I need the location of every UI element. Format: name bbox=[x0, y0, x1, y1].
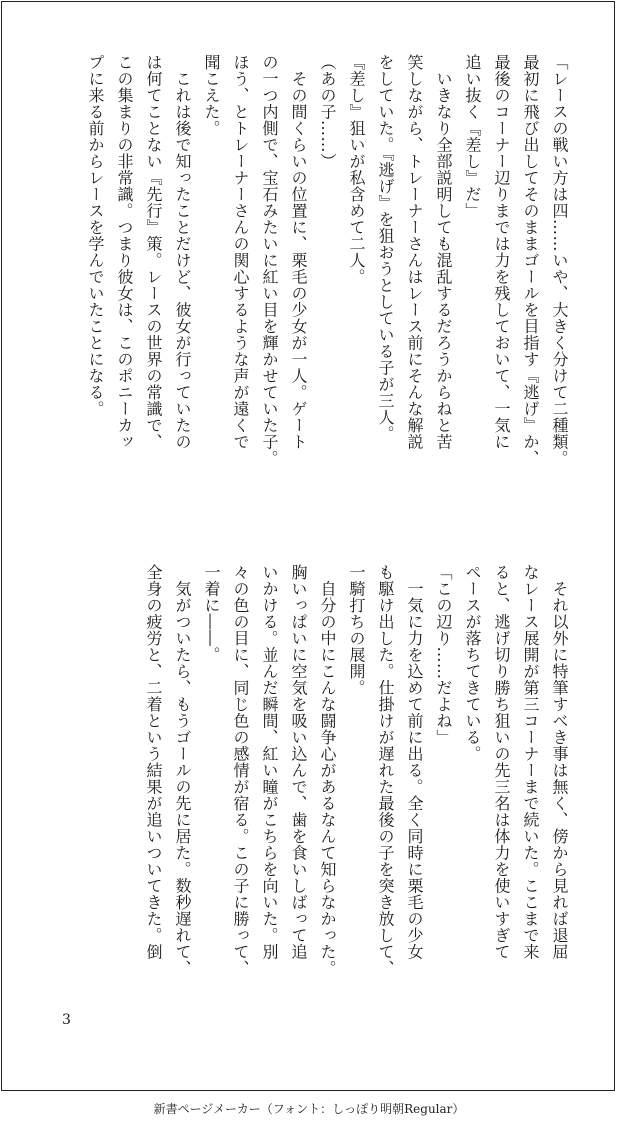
text-line: 胸いっぱいに空気を吸い込んで、歯を食いしばって追 bbox=[289, 564, 308, 960]
lower-text-column bbox=[54, 564, 574, 1024]
text-line: これは後で知ったことだけど、彼女が行っていたの bbox=[173, 54, 192, 450]
text-line: 々の色の目に、同じ色の感情が宿る。この子に勝って、 bbox=[231, 564, 250, 977]
text-line: その間くらいの位置に、栗毛の少女が一人。ゲート bbox=[289, 54, 308, 450]
text-line: 「この辺り……だよね」 bbox=[434, 564, 453, 746]
text-line: 「レースの戦い方は四……いや、大きく分けて二種類。 bbox=[550, 54, 569, 467]
text-line: 一着に――。 bbox=[202, 564, 221, 663]
text-line: 聞こえた。 bbox=[202, 54, 221, 137]
text-line: 自分の中にこんな闘争心があるなんて知らなかった。 bbox=[318, 564, 337, 977]
text-line: も駆け出した。仕掛けが遅れた最後の子を突き放して、 bbox=[376, 564, 395, 977]
text-line: プに来る前からレースを学んでいたことになる。 bbox=[86, 54, 105, 417]
page-number: 3 bbox=[62, 1012, 71, 1028]
text-line: 一騎打ちの展開。 bbox=[347, 564, 366, 696]
text-line: は何てことない『先行』策。レースの世界の常識で、 bbox=[144, 54, 163, 450]
text-line: 一気に力を込めて前に出る。全く同時に栗毛の少女 bbox=[405, 564, 424, 960]
text-line: 最後のコーナー辺りまでは力を残しておいて、一気に bbox=[492, 54, 511, 450]
text-line: ると、逃げ切り勝ち狙いの先三名は体力を使いすぎて bbox=[492, 564, 511, 960]
footer-caption: 新書ページメーカー（フォント：しっぽり明朝Regular） bbox=[153, 1102, 465, 1116]
text-line: いきなり全部説明しても混乱するだろうからねと苦 bbox=[434, 54, 453, 450]
text-line: それ以外に特筆すべき事は無く、傍から見れば退屈 bbox=[550, 564, 569, 960]
text-line: ペースが落ちてきている。 bbox=[463, 564, 482, 762]
text-line: 『差し』狙いが私含めて二人。 bbox=[347, 54, 366, 285]
book-page bbox=[1, 1, 615, 1091]
text-line: 追い抜く『差し』だ」 bbox=[463, 54, 482, 219]
text-line: この集まりの非常識。つまり彼女は、このポニーカッ bbox=[115, 54, 134, 450]
text-line: 全身の疲労と、二着という結果が追いついてきた。倒 bbox=[144, 564, 163, 960]
upper-text-column bbox=[54, 54, 574, 524]
text-line: いかける。並んだ瞬間、紅い瞳がこちらを向いた。別 bbox=[260, 564, 279, 960]
text-line: ほう、とトレーナーさんの関心するような声が遠くで bbox=[231, 54, 250, 450]
text-line: （あの子……） bbox=[318, 54, 337, 170]
text-line: 気がついたら、もうゴールの先に居た。数秒遅れて、 bbox=[173, 564, 192, 977]
text-line: の一つ内側で、宝石みたいに紅い目を輝かせていた子。 bbox=[260, 54, 279, 467]
text-line: なレース展開が第三コーナーまで続いた。ここまで来 bbox=[521, 564, 540, 960]
text-line: をしていた。『逃げ』を狙おうとしている子が三人。 bbox=[376, 54, 395, 442]
text-line: 笑しながら、トレーナーさんはレース前にそんな解説 bbox=[405, 54, 424, 450]
text-line: 最初に飛び出してそのままゴールを目指す『逃げ』か、 bbox=[521, 54, 540, 467]
